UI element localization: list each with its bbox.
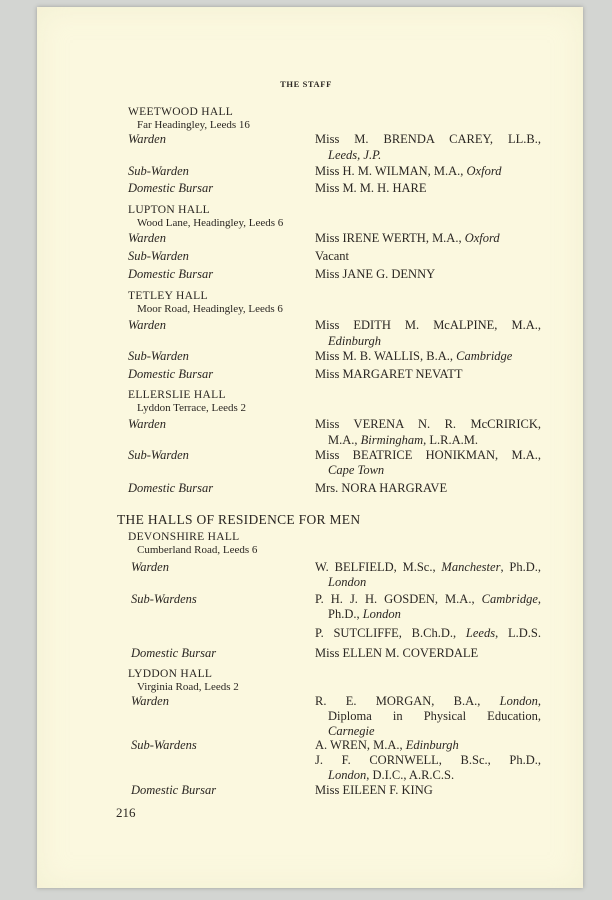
role-label: Warden <box>131 694 169 708</box>
role-label: Sub-Warden <box>128 448 189 462</box>
staff-name-continued: Ph.D., London <box>328 607 401 621</box>
hall-name: ELLERSLIE HALL <box>128 389 226 401</box>
role-label: Warden <box>131 560 169 574</box>
staff-name: Miss ELLEN M. COVERDALE <box>315 646 479 660</box>
staff-name: Miss M. M. H. HARE <box>315 181 427 195</box>
staff-name: P. H. J. H. GOSDEN, M.A., Cambridge, <box>315 592 541 606</box>
staff-name: Vacant <box>315 249 350 263</box>
staff-name-continued: London <box>328 575 367 589</box>
staff-name: Miss JANE G. DENNY <box>315 267 436 281</box>
role-label: Domestic Bursar <box>128 267 214 281</box>
staff-name: Miss M. B. WALLIS, B.A., Cambridge <box>315 349 513 363</box>
hall-name: TETLEY HALL <box>128 290 208 302</box>
role-label: Domestic Bursar <box>131 646 217 660</box>
role-label: Domestic Bursar <box>128 367 214 381</box>
staff-name: Miss VERENA N. R. McCRIRICK, <box>315 417 541 431</box>
staff-name: Miss IRENE WERTH, M.A., Oxford <box>315 231 500 245</box>
role-label: Domestic Bursar <box>128 181 214 195</box>
staff-name-continued: Leeds, J.P. <box>328 148 382 162</box>
staff-name-continued: Edinburgh <box>328 334 382 348</box>
hall-name: LUPTON HALL <box>128 204 210 216</box>
staff-name: J. F. CORNWELL, B.Sc., Ph.D., <box>315 753 541 767</box>
hall-name: DEVONSHIRE HALL <box>128 531 240 543</box>
staff-name: Miss EILEEN F. KING <box>315 783 433 797</box>
hall-address: Cumberland Road, Leeds 6 <box>137 544 258 556</box>
staff-name: Mrs. NORA HARGRAVE <box>315 481 448 495</box>
staff-name: Miss M. BRENDA CAREY, LL.B., <box>315 132 541 146</box>
staff-name: Miss BEATRICE HONIKMAN, M.A., <box>315 448 541 462</box>
role-label: Sub-Wardens <box>131 592 197 606</box>
role-label: Warden <box>128 132 166 146</box>
role-label: Warden <box>128 417 166 431</box>
staff-name-continued: Cape Town <box>328 463 385 477</box>
hall-address: Wood Lane, Headingley, Leeds 6 <box>137 217 284 229</box>
staff-name-continued: Carnegie <box>328 724 375 738</box>
staff-name: R. E. MORGAN, B.A., London, <box>315 694 541 708</box>
role-label: Domestic Bursar <box>131 783 217 797</box>
hall-address: Virginia Road, Leeds 2 <box>137 681 239 693</box>
section-title: THE HALLS OF RESIDENCE FOR MEN <box>117 512 361 527</box>
role-label: Warden <box>128 318 166 332</box>
role-label: Warden <box>128 231 166 245</box>
hall-address: Moor Road, Headingley, Leeds 6 <box>137 303 283 315</box>
role-label: Sub-Warden <box>128 249 189 263</box>
staff-name: Miss H. M. WILMAN, M.A., Oxford <box>315 164 502 178</box>
hall-address: Far Headingley, Leeds 16 <box>137 119 250 131</box>
running-head: THE STAFF <box>280 79 332 89</box>
staff-name-continued: London, D.I.C., A.R.C.S. <box>328 768 455 782</box>
staff-name: Miss MARGARET NEVATT <box>315 367 463 381</box>
staff-name-continued: M.A., Birmingham, L.R.A.M. <box>328 433 479 447</box>
role-label: Sub-Wardens <box>131 738 197 752</box>
hall-address: Lyddon Terrace, Leeds 2 <box>137 402 246 414</box>
hall-name: LYDDON HALL <box>128 668 213 680</box>
role-label: Domestic Bursar <box>128 481 214 495</box>
staff-name: Miss EDITH M. McALPINE, M.A., <box>315 318 541 332</box>
staff-name: A. WREN, M.A., Edinburgh <box>315 738 459 752</box>
staff-name: W. BELFIELD, M.Sc., Manchester, Ph.D., <box>315 560 541 574</box>
staff-name-continued: Diploma in Physical Education, <box>328 709 541 723</box>
role-label: Sub-Warden <box>128 349 189 363</box>
role-label: Sub-Warden <box>128 164 189 178</box>
hall-name: WEETWOOD HALL <box>128 106 234 118</box>
staff-name: P. SUTCLIFFE, B.Ch.D., Leeds, L.D.S. <box>315 626 541 640</box>
page-number: 216 <box>116 805 136 820</box>
